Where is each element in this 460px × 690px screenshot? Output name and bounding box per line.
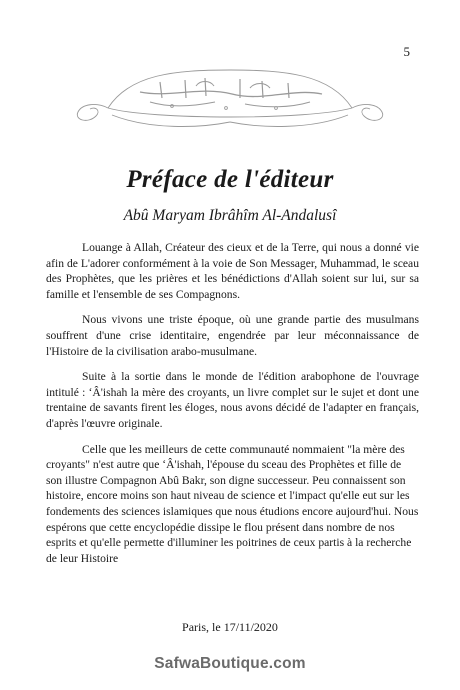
- paragraph: Suite à la sortie dans le monde de l'édition arabophone de l'ouvrage intitulé : ‘Â'ishah la mère des croyants, un livre complet sur le sujet et dont une trentaine de savants firent les éloges, nous avons décidé de l'adapter en français, d'après l'œuvre originale.: [46, 370, 419, 430]
- watermark: SafwaBoutique.com: [154, 655, 306, 672]
- basmala-ornament: [0, 68, 460, 130]
- page-number: 5: [403, 44, 410, 59]
- author-name: Abû Maryam Ibrâhîm Al-Andalusî: [123, 207, 337, 224]
- paragraph: Louange à Allah, Créateur des cieux et de la Terre, qui nous a donné vie afin de L'adorer conformément à la voie de Son Messager, Muhammad, le sceau des Prophètes, que les prières et les bénédictions d'Allah soient sur lui, sur sa famille et l'ensemble de ses Compagnons.: [46, 241, 419, 301]
- preface-body: [46, 240, 419, 576]
- paragraph: Nous vivons une triste époque, où une grande partie des musulmans souffrent d'une crise identitaire, engendrée par leur méconnaissance de l'Histoire de la civilisation arabo-musulmane.: [46, 313, 419, 358]
- page-title: Préface de l'éditeur: [126, 166, 334, 193]
- signature-line: Paris, le 17/11/2020: [182, 620, 278, 634]
- paragraph: Celle que les meilleurs de cette communauté nommaient "la mère des croyants" n'est autre que ‘Â'ishah, l'épouse du sceau des Prophètes et fille de son illustre Compagnon Abû Bakr, son digne successeur. Peu connaissent son histoire, encore moins son haut niveau de science et l'impact qu'elle eut sur les fondements des sciences islamiques que nous étudions encore aujourd'hui. Nous espérons que cette encyclopédie dissipe le flou présent dans nombre de nos esprits et qu'elle permette d'illuminer les poitrines de ceux partis à la recherche de leur Histoire: [46, 442, 419, 565]
